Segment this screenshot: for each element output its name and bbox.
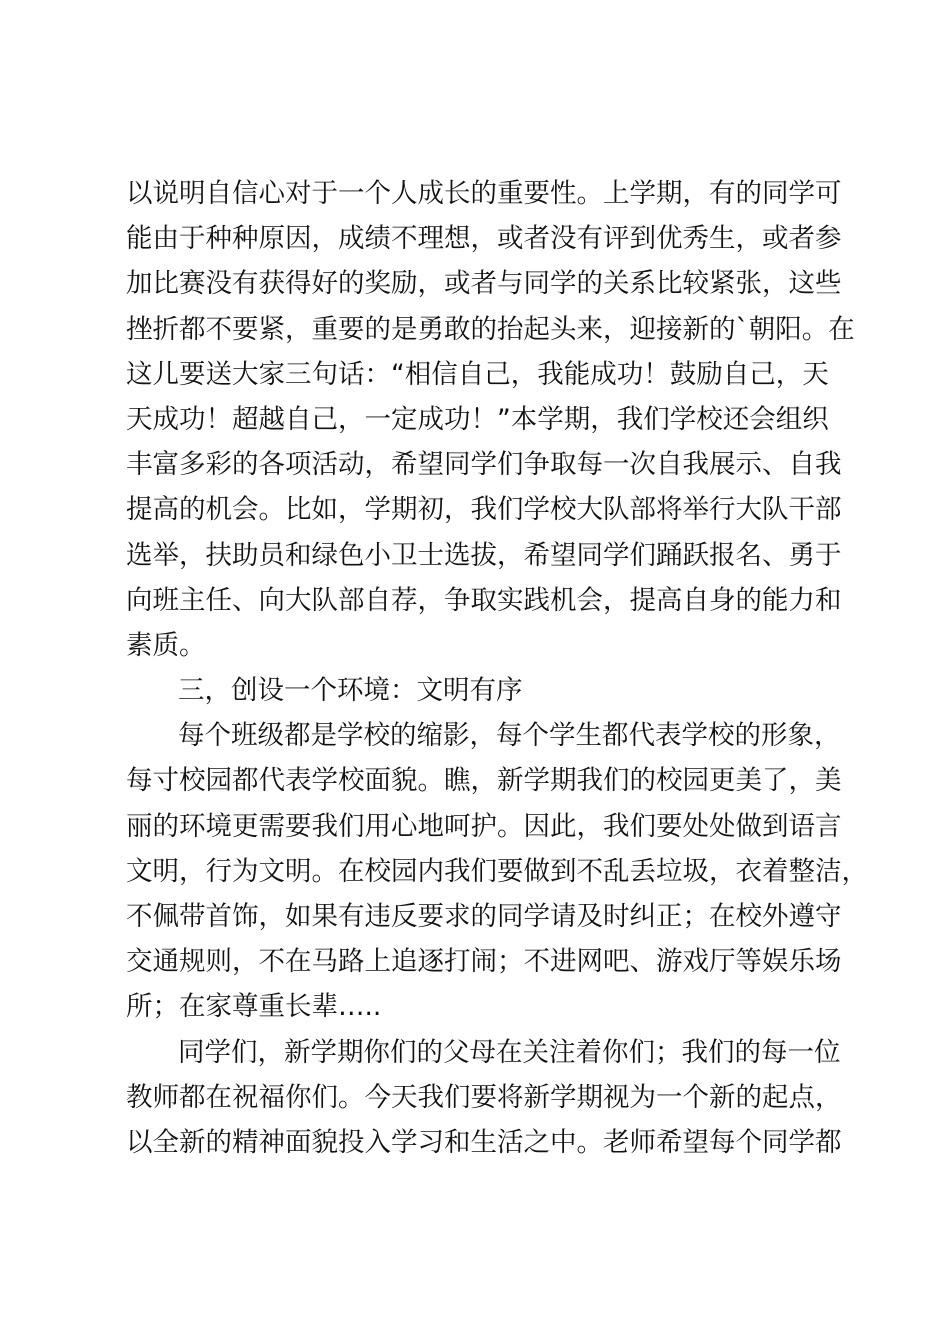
text-line: 素质。 <box>126 629 206 661</box>
text-line: 以说明自信心对于一个人成长的重要性。上学期，有的同学可 <box>126 178 842 209</box>
text-line: 所；在家尊重长辈….. <box>126 991 382 1023</box>
paragraph-first-line: 每个班级都是学校的缩影，每个学生都代表学校的形象， <box>178 720 841 752</box>
text-line: 加比赛没有获得好的奖励，或者与同学的关系比较紧张，这些 <box>126 268 842 300</box>
text-line: 这儿要送大家三句话：“相信自己，我能成功！鼓励自己，天 <box>126 358 829 390</box>
text-line: 教师都在祝福你们。今天我们要将新学期视为一个新的起点， <box>126 1081 842 1113</box>
text-line: 交通规则，不在马路上追逐打闹；不进网吧、游戏厅等娱乐场 <box>126 946 842 978</box>
text-line: 提高的机会。比如，学期初，我们学校大队部将举行大队干部 <box>126 494 842 526</box>
text-line: 能由于种种原因，成绩不理想，或者没有评到优秀生，或者参 <box>126 223 842 255</box>
text-line: 每寸校园都代表学校面貌。瞧，新学期我们的校园更美了，美 <box>126 765 842 797</box>
text-line: 天成功！超越自己，一定成功！”本学期，我们学校还会组织 <box>126 403 829 435</box>
text-line: 文明，行为文明。在校园内我们要做到不乱丢垃圾，衣着整洁， <box>126 855 868 887</box>
paragraph-first-line: 同学们，新学期你们的父母在关注着你们；我们的每一位 <box>178 1036 841 1068</box>
text-line: 以全新的精神面貌投入学习和生活之中。老师希望每个同学都 <box>126 1126 842 1158</box>
text-line: 向班主任、向大队部自荐，争取实践机会，提高自身的能力和 <box>126 584 842 616</box>
text-line: 挫折都不要紧，重要的是勇敢的抬起头来，迎接新的`朝阳。在 <box>126 313 855 345</box>
text-line: 丰富多彩的各项活动，希望同学们争取每一次自我展示、自我 <box>126 449 842 481</box>
document-body <box>126 171 868 1165</box>
text-line: 丽的环境更需要我们用心地呵护。因此，我们要处处做到语言 <box>126 810 842 842</box>
paragraph-first-line: 三，创设一个环境：文明有序 <box>178 675 523 707</box>
text-line: 不佩带首饰，如果有违反要求的同学请及时纠正；在校外遵守 <box>126 901 842 932</box>
text-line: 选举，扶助员和绿色小卫士选拔，希望同学们踊跃报名、勇于 <box>126 539 842 571</box>
